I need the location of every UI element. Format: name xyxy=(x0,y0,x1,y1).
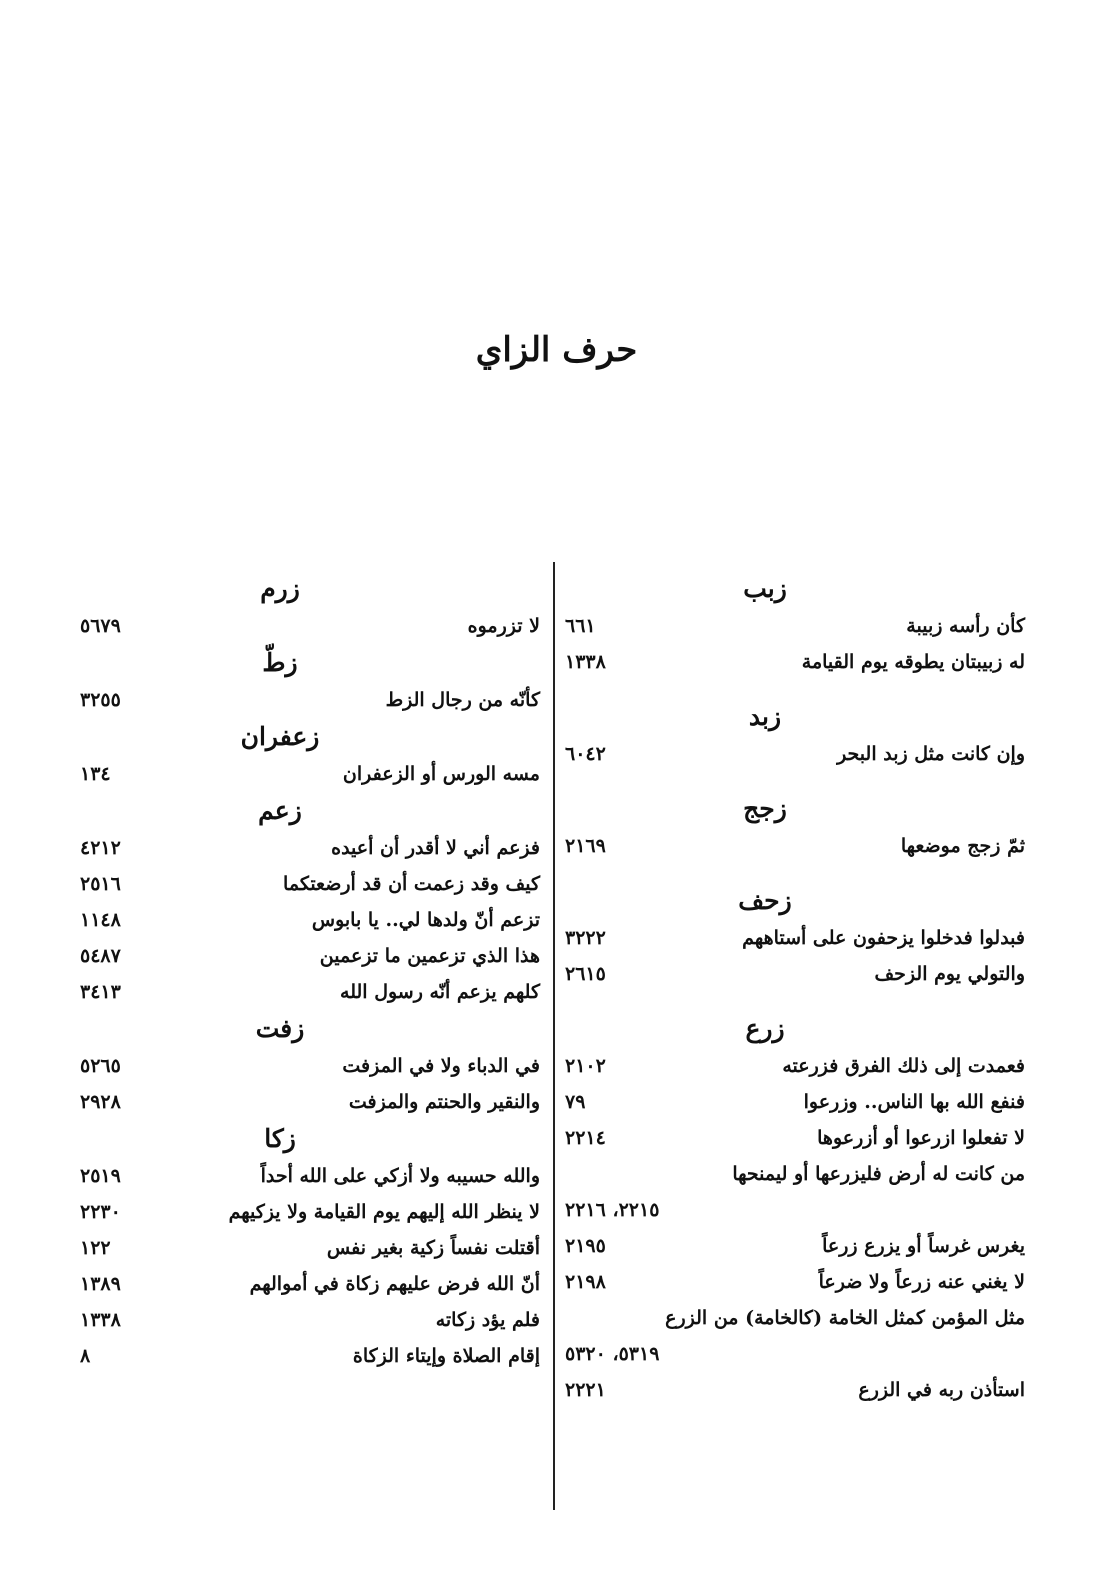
hadith-number: ٣٢٢٢ xyxy=(565,927,606,949)
hadith-number: ٣٢٥٥ xyxy=(80,689,121,711)
entry-text-line: من كانت له أرض فليزرعها أو ليمنحها xyxy=(732,1163,1025,1185)
index-entry xyxy=(80,682,540,718)
entry-text: لا تزرموه xyxy=(467,615,540,637)
index-entry xyxy=(80,756,540,792)
hadith-number: ١٣٤ xyxy=(80,763,111,785)
section-heading: زرم xyxy=(260,574,300,603)
index-entry xyxy=(80,1194,540,1230)
entry-text: أنّ الله فرض عليهم زكاة في أموالهم xyxy=(249,1273,540,1295)
entry-text: فعمدت إلى ذلك الفرق فزرعته xyxy=(782,1055,1025,1077)
entry-text: ثمّ زجج موضعها xyxy=(900,835,1025,857)
hadith-number: ٢١٩٥ xyxy=(565,1235,606,1257)
index-entry xyxy=(565,1372,1025,1408)
index-entry xyxy=(565,736,1025,772)
index-entry xyxy=(565,1228,1025,1264)
section-heading: زكا xyxy=(264,1124,296,1153)
entry-text: كيف وقد زعمت أن قد أرضعتكما xyxy=(283,873,540,895)
index-entry xyxy=(565,1192,1025,1228)
column-divider xyxy=(553,562,555,1510)
section-heading: زرع xyxy=(745,1014,785,1043)
spacer xyxy=(565,772,1025,790)
entry-text: لا يغني عنه زرعاً ولا ضرعاً xyxy=(818,1271,1025,1293)
index-entry xyxy=(80,1158,540,1194)
entry-text: وإن كانت مثل زبد البحر xyxy=(837,743,1025,765)
entry-text: فبدلوا فدخلوا يزحفون على أستاههم xyxy=(742,927,1025,949)
index-entry xyxy=(80,1338,540,1374)
entry-text: كلهم يزعم أنّه رسول الله xyxy=(340,981,540,1003)
section-heading: زعم xyxy=(258,796,302,825)
entry-text: فلم يؤد زكاته xyxy=(435,1309,540,1331)
hadith-number: ٦٦١ xyxy=(565,615,596,637)
hadith-number: ٢٢١٥، ٢٢١٦ xyxy=(565,1199,660,1221)
section-heading: زجج xyxy=(743,794,787,823)
entry-text: لا ينظر الله إليهم يوم القيامة ولا يزكيهم xyxy=(228,1201,540,1223)
hadith-number: ٢١٦٩ xyxy=(565,835,606,857)
hadith-number: ١٣٣٨ xyxy=(565,651,606,673)
index-entry xyxy=(565,608,1025,644)
entry-text: والتولي يوم الزحف xyxy=(874,963,1025,985)
entry-text: كأنّه من رجال الزط xyxy=(385,689,540,711)
index-entry xyxy=(565,828,1025,864)
hadith-number: ١٣٨٩ xyxy=(80,1273,121,1295)
hadith-number: ٦٠٤٢ xyxy=(565,743,606,765)
hadith-number: ١١٤٨ xyxy=(80,909,121,931)
spacer xyxy=(565,680,1025,698)
index-entry xyxy=(80,866,540,902)
hadith-number: ٨ xyxy=(80,1345,91,1367)
spacer xyxy=(565,992,1025,1010)
left-column xyxy=(80,570,540,1374)
hadith-number: ٢٩٢٨ xyxy=(80,1091,121,1113)
index-entry xyxy=(565,956,1025,992)
hadith-number: ٢٥١٩ xyxy=(80,1165,121,1187)
entry-text: استأذن ربه في الزرع xyxy=(858,1379,1025,1401)
right-column xyxy=(565,570,1025,1408)
index-entry xyxy=(80,1230,540,1266)
index-entry xyxy=(565,1120,1025,1156)
section-heading: زطّ xyxy=(262,648,298,677)
hadith-number: ٢١٠٢ xyxy=(565,1055,606,1077)
entry-text: فنفع الله بها الناس.. وزرعوا xyxy=(803,1091,1025,1113)
hadith-number: ٤٢١٢ xyxy=(80,837,121,859)
section-heading: زفت xyxy=(255,1014,305,1043)
spacer xyxy=(565,864,1025,882)
entry-text: في الدباء ولا في المزفت xyxy=(342,1055,540,1077)
index-entry xyxy=(80,608,540,644)
section-heading: زعفران xyxy=(240,722,320,751)
hadith-number: ٣٤١٣ xyxy=(80,981,121,1003)
hadith-number: ٢١٩٨ xyxy=(565,1271,606,1293)
entry-text: له زبيبتان يطوقه يوم القيامة xyxy=(801,651,1025,673)
entry-text: والنقير والحنتم والمزفت xyxy=(348,1091,540,1113)
entry-text: أقتلت نفساً زكية بغير نفس xyxy=(326,1237,540,1259)
index-entry xyxy=(565,920,1025,956)
section-heading: زبب xyxy=(743,574,787,603)
entry-text: مسه الورس أو الزعفران xyxy=(342,763,540,785)
hadith-number: ٢٢٣٠ xyxy=(80,1201,121,1223)
section-heading: زبد xyxy=(748,702,782,731)
index-entry xyxy=(565,1084,1025,1120)
hadith-number: ٢٢١٤ xyxy=(565,1127,606,1149)
index-entry xyxy=(80,1048,540,1084)
hadith-number: ٥٣١٩، ٥٣٢٠ xyxy=(565,1343,660,1365)
index-entry xyxy=(80,1302,540,1338)
entry-text-line: مثل المؤمن كمثل الخامة (كالخامة) من الزرع xyxy=(665,1307,1025,1329)
index-entry xyxy=(565,1048,1025,1084)
index-entry xyxy=(80,938,540,974)
index-entry xyxy=(80,830,540,866)
hadith-number: ٥٦٧٩ xyxy=(80,615,121,637)
entry-text: فزعم أني لا أقدر أن أعيده xyxy=(331,837,540,859)
index-entry xyxy=(565,644,1025,680)
index-entry xyxy=(80,1084,540,1120)
hadith-number: ١٢٢ xyxy=(80,1237,111,1259)
entry-text: كأن رأسه زبيبة xyxy=(906,615,1025,637)
hadith-number: ٥٤٨٧ xyxy=(80,945,121,967)
hadith-number: ٥٢٦٥ xyxy=(80,1055,121,1077)
index-entry xyxy=(80,902,540,938)
index-entry xyxy=(80,1266,540,1302)
entry-text: يغرس غرساً أو يزرع زرعاً xyxy=(822,1235,1025,1257)
entry-text: تزعم أنّ ولدها لي.. يا بابوس xyxy=(311,909,540,931)
hadith-number: ٢٥١٦ xyxy=(80,873,121,895)
index-entry xyxy=(565,1336,1025,1372)
hadith-number: ١٣٣٨ xyxy=(80,1309,121,1331)
page-title: حرف الزاي xyxy=(475,330,638,370)
entry-text: والله حسيبه ولا أزكي على الله أحداً xyxy=(260,1165,540,1187)
hadith-number: ٢٦١٥ xyxy=(565,963,606,985)
entry-text: لا تفعلوا ازرعوا أو أزرعوها xyxy=(817,1127,1025,1149)
section-heading: زحف xyxy=(738,886,792,915)
entry-text: إقام الصلاة وإيتاء الزكاة xyxy=(352,1345,540,1367)
entry-text: هذا الذي تزعمين ما تزعمين xyxy=(319,945,540,967)
hadith-number: ٧٩ xyxy=(565,1091,586,1113)
index-entry xyxy=(80,974,540,1010)
index-entry xyxy=(565,1264,1025,1300)
hadith-number: ٢٢٢١ xyxy=(565,1379,606,1401)
